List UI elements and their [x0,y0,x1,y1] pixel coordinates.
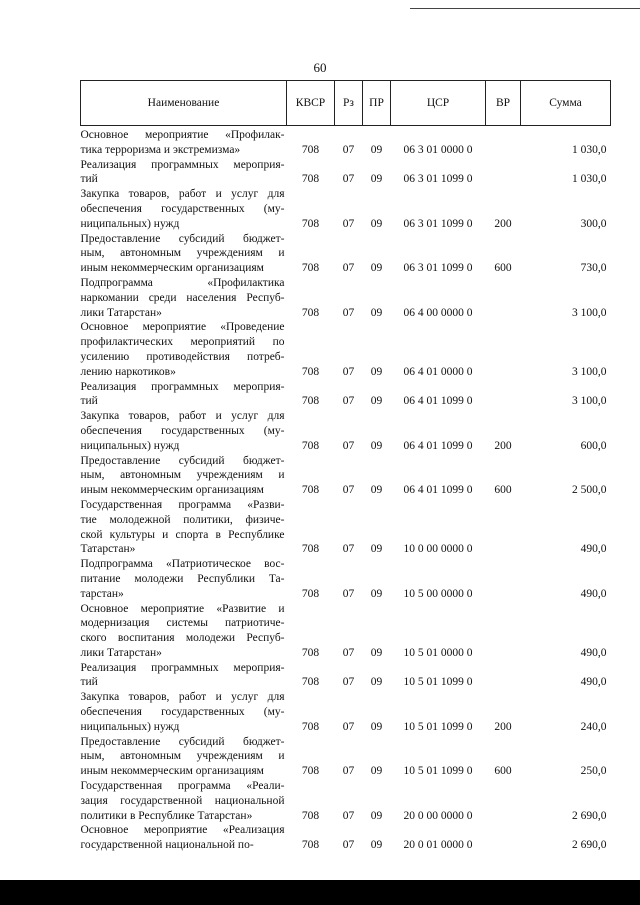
cell-rz: 07 [342,646,355,659]
cell-rz: 07 [342,262,355,275]
cell-vr: 200 [494,439,512,452]
cell-pr: 09 [370,809,383,822]
row-name-line: Государственная программа «Разви- [80,498,285,511]
row-name-line: обеспечения государственных (му- [80,424,285,437]
cell-kvsr: 708 [301,543,320,556]
cell-kvsr: 708 [301,143,320,156]
cell-pr: 09 [370,720,383,733]
row-name-line: Закупка товаров, работ и услуг для [80,188,285,201]
cell-rz: 07 [342,395,355,408]
table-row [81,661,611,691]
row-name-line: политики в Республике Татарстан» [80,809,253,822]
cell-csr: 06 4 01 1099 0 [403,395,473,408]
row-name-line: тарстан» [80,587,124,600]
header-rz: Рз [335,81,363,126]
row-name-line: государственной национальной по- [80,839,254,852]
table-row [81,409,611,453]
row-name-line: Государственная программа «Реали- [80,780,285,793]
row-name-line: Реализация программных мероприя- [80,661,285,674]
row-name-line: Основное мероприятие «Проведение [80,321,285,334]
header-sum: Сумма [521,81,611,126]
cell-rz: 07 [342,484,355,497]
cell-sum: 600,0 [580,439,607,452]
row-name-line: тий [80,676,98,689]
row-name [81,126,287,158]
table-row [81,498,611,557]
row-name [81,380,287,410]
cell-rz: 07 [342,839,355,852]
cell-kvsr: 708 [301,646,320,659]
header-vr: ВР [486,81,521,126]
row-name [81,735,287,779]
cell-csr: 06 4 01 1099 0 [403,439,473,452]
table-row [81,779,611,823]
cell-kvsr: 708 [301,839,320,852]
table-row [81,557,611,601]
header-csr: ЦСР [391,81,486,126]
cell-rz: 07 [342,365,355,378]
cell-pr: 09 [370,143,383,156]
row-name-line: лики Татарстан» [80,306,162,319]
row-name-line: ского воспитания молодежи Респуб- [80,632,285,645]
cell-kvsr: 708 [301,365,320,378]
row-name-line: тие молодежной политики, физиче- [80,513,285,526]
cell-vr [486,380,521,410]
cell-sum: 1 030,0 [572,173,607,186]
cell-pr: 09 [370,587,383,600]
table-row [81,276,611,320]
table-row [81,126,611,158]
page-number: 60 [313,60,327,75]
row-name-line: Предоставление субсидий бюджет- [80,454,285,467]
row-name-line: Подпрограмма «Профилактика [80,276,285,289]
row-name-line: Основное мероприятие «Развитие и [80,602,285,615]
cell-csr: 10 0 00 0000 0 [403,543,473,556]
cell-csr: 10 5 01 1099 0 [403,720,473,733]
cell-sum: 2 500,0 [572,484,607,497]
cell-sum: 490,0 [580,543,607,556]
cell-kvsr: 708 [301,809,320,822]
cell-csr: 10 5 01 0000 0 [403,646,473,659]
row-name-line: иным некоммерческим организациям [80,484,264,497]
cell-rz: 07 [342,173,355,186]
row-name-line: ниципальных) нужд [80,720,180,733]
cell-vr: 600 [494,262,512,275]
row-name-line: Предоставление субсидий бюджет- [80,735,285,748]
row-name-line: Закупка товаров, работ и услуг для [80,410,285,423]
row-name-line: Основное мероприятие «Профилак- [80,129,285,141]
row-name [81,661,287,691]
cell-csr: 06 3 01 1099 0 [403,262,473,275]
row-name [81,823,287,853]
cell-sum: 2 690,0 [572,809,607,822]
cell-sum: 490,0 [580,646,607,659]
table-body [81,126,611,854]
cell-csr: 20 0 00 0000 0 [403,809,473,822]
cell-csr: 06 3 01 1099 0 [403,173,473,186]
cell-rz: 07 [342,809,355,822]
row-name-line: ской культуры и спорта в Республике [80,528,285,541]
row-name [81,454,287,498]
cell-pr: 09 [370,676,383,689]
row-name [81,409,287,453]
cell-vr [486,276,521,320]
cell-pr: 09 [370,395,383,408]
cell-vr [486,126,521,158]
row-name-line: тий [80,173,98,186]
table-row [81,320,611,379]
cell-rz: 07 [342,439,355,452]
table-row [81,158,611,188]
cell-pr: 09 [370,543,383,556]
cell-vr [486,661,521,691]
row-name-line: ным, автономным учреждениям и [80,247,285,260]
cell-sum: 240,0 [580,720,607,733]
cell-sum: 3 100,0 [572,306,607,319]
row-name-line: лики Татарстан» [80,646,162,659]
cell-rz: 07 [342,587,355,600]
cell-vr: 600 [494,484,512,497]
row-name [81,158,287,188]
row-name-line: Закупка товаров, работ и услуг для [80,691,285,704]
cell-pr: 09 [370,765,383,778]
cell-csr: 06 3 01 0000 0 [403,143,473,156]
row-name-line: Подпрограмма «Патриотическое вос- [80,558,285,571]
cell-kvsr: 708 [301,306,320,319]
cell-csr: 06 4 01 1099 0 [403,484,473,497]
row-name-line: зация государственной национальной [80,794,285,807]
cell-pr: 09 [370,217,383,230]
cell-pr: 09 [370,262,383,275]
table-row [81,380,611,410]
row-name-line: ниципальных) нужд [80,439,180,452]
cell-csr: 10 5 01 1099 0 [403,765,473,778]
row-name-line: тика терроризма и экстремизма» [80,143,241,156]
cell-csr: 10 5 00 0000 0 [403,587,473,600]
scan-edge-bar [0,880,640,905]
cell-rz: 07 [342,720,355,733]
cell-csr: 06 3 01 1099 0 [403,217,473,230]
row-name [81,498,287,557]
row-name-line: Предоставление субсидий бюджет- [80,232,285,245]
row-name-line: усилению противодействия потреб- [80,350,285,363]
cell-vr [486,602,521,661]
cell-sum: 3 100,0 [572,365,607,378]
row-name-line: наркомании среди населения Респуб- [80,291,285,304]
row-name [81,690,287,734]
cell-csr: 06 4 01 0000 0 [403,365,473,378]
cell-kvsr: 708 [301,720,320,733]
table-row [81,602,611,661]
row-name-line: ным, автономным учреждениям и [80,469,285,482]
cell-csr: 10 5 01 1099 0 [403,676,473,689]
row-name-line: Основное мероприятие «Реализация [80,824,285,837]
cell-pr: 09 [370,173,383,186]
row-name [81,779,287,823]
row-name [81,320,287,379]
cell-kvsr: 708 [301,587,320,600]
cell-sum: 300,0 [580,217,607,230]
cell-vr: 200 [494,217,512,230]
cell-pr: 09 [370,646,383,659]
row-name-line: модернизация системы патриотиче- [80,617,285,630]
row-name [81,187,287,231]
cell-vr [486,823,521,853]
cell-kvsr: 708 [301,484,320,497]
table-header-row [81,81,611,126]
cell-pr: 09 [370,306,383,319]
cell-rz: 07 [342,543,355,556]
cell-pr: 09 [370,839,383,852]
cell-vr [486,779,521,823]
cell-rz: 07 [342,306,355,319]
row-name [81,232,287,276]
cell-kvsr: 708 [301,262,320,275]
header-name: Наименование [81,81,287,126]
row-name-line: ным, автономным учреждениям и [80,750,285,763]
table-row [81,454,611,498]
row-name [81,602,287,661]
row-name-line: Татарстан» [80,543,136,556]
cell-sum: 730,0 [580,262,607,275]
cell-pr: 09 [370,484,383,497]
cell-kvsr: 708 [301,439,320,452]
row-name-line: иным некоммерческим организациям [80,765,264,778]
row-name-line: питание молодежи Республики Та- [80,572,285,585]
cell-vr [486,320,521,379]
row-name-line: тий [80,395,98,408]
row-name-line: обеспечения государственных (му- [80,706,285,719]
cell-kvsr: 708 [301,765,320,778]
table-row [81,735,611,779]
table-row [81,232,611,276]
row-name [81,276,287,320]
cell-rz: 07 [342,217,355,230]
header-pr: ПР [363,81,391,126]
cell-sum: 1 030,0 [572,143,607,156]
cell-sum: 490,0 [580,587,607,600]
cell-vr: 200 [494,720,512,733]
cell-rz: 07 [342,676,355,689]
budget-table [80,80,611,853]
row-name-line: профилактических мероприятий по [80,336,285,349]
top-rule [410,8,640,9]
cell-vr: 600 [494,765,512,778]
cell-vr [486,498,521,557]
cell-vr [486,158,521,188]
cell-kvsr: 708 [301,217,320,230]
table-row [81,690,611,734]
header-kvsr: КВСР [287,81,335,126]
cell-rz: 07 [342,765,355,778]
row-name-line: Реализация программных мероприя- [80,158,285,171]
cell-rz: 07 [342,143,355,156]
row-name-line: Реализация программных мероприя- [80,380,285,393]
cell-kvsr: 708 [301,676,320,689]
cell-sum: 2 690,0 [572,839,607,852]
row-name-line: обеспечения государственных (му- [80,202,285,215]
row-name-line: ниципальных) нужд [80,217,180,230]
cell-pr: 09 [370,365,383,378]
cell-sum: 3 100,0 [572,395,607,408]
cell-kvsr: 708 [301,173,320,186]
cell-vr [486,557,521,601]
cell-kvsr: 708 [301,395,320,408]
cell-csr: 20 0 01 0000 0 [403,839,473,852]
row-name [81,557,287,601]
row-name-line: иным некоммерческим организациям [80,262,264,275]
row-name-line: лению наркотиков» [80,365,176,378]
table-row [81,187,611,231]
cell-csr: 06 4 00 0000 0 [403,306,473,319]
table-row [81,823,611,853]
cell-sum: 490,0 [580,676,607,689]
cell-sum: 250,0 [580,765,607,778]
cell-pr: 09 [370,439,383,452]
